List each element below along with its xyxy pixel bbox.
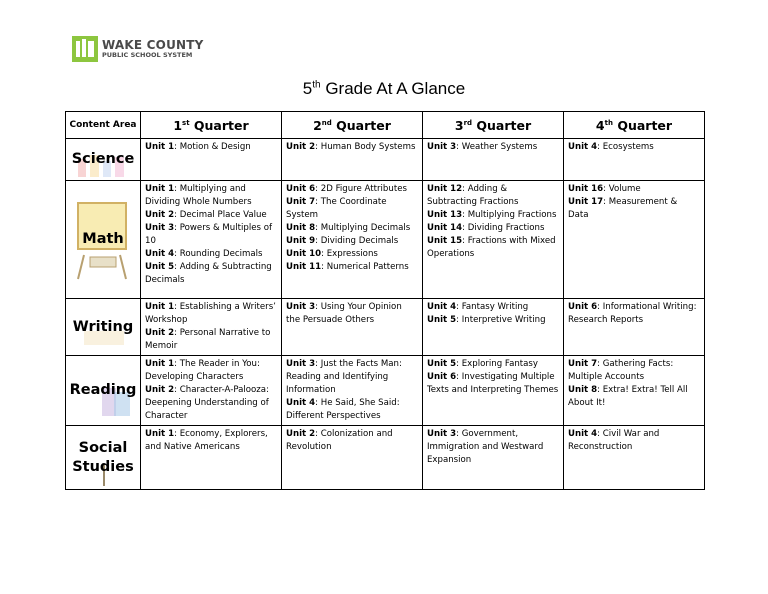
logo-line1: WAKE COUNTY xyxy=(102,38,204,53)
quarter-3-cell xyxy=(423,299,564,356)
unit-entry xyxy=(145,301,277,327)
unit-title: : Extra! Extra! Tell All About It! xyxy=(568,385,688,408)
quarter-1-cell xyxy=(141,299,282,356)
unit-entry xyxy=(286,183,418,196)
unit-number: Unit 3 xyxy=(286,359,316,369)
quarter-3-cell xyxy=(423,139,564,181)
logo-line2: PUBLIC SCHOOL SYSTEM xyxy=(102,51,193,60)
unit-title: : Decimal Place Value xyxy=(174,210,267,220)
unit-number: Unit 2 xyxy=(145,328,175,338)
unit-number: Unit 2 xyxy=(145,385,175,395)
table-row xyxy=(66,139,705,181)
unit-title: : Multiplying Decimals xyxy=(315,223,411,233)
unit-title: : Human Body Systems xyxy=(315,142,416,152)
quarter-4-cell xyxy=(564,299,705,356)
unit-title: : Civil War and Reconstruction xyxy=(568,429,660,452)
unit-number: Unit 17 xyxy=(568,197,604,207)
unit-entry xyxy=(427,141,559,154)
quarter-1-cell xyxy=(141,426,282,490)
unit-entry xyxy=(568,358,700,384)
unit-title: : 2D Figure Attributes xyxy=(315,184,407,194)
unit-number: Unit 8 xyxy=(286,223,316,233)
unit-title: : Just the Facts Man: Reading and Identifying Information xyxy=(286,359,402,395)
unit-number: Unit 4 xyxy=(145,249,175,259)
unit-number: Unit 1 xyxy=(145,142,175,152)
content-area-cell xyxy=(66,299,141,356)
unit-title: : Using Your Opinion the Persuade Others xyxy=(286,302,402,325)
content-area-label: Reading xyxy=(69,382,137,398)
content-area-cell xyxy=(66,181,141,299)
unit-title: : Dividing Fractions xyxy=(462,223,545,233)
unit-title: : Investigating Multiple Texts and Interpreting Themes xyxy=(427,372,559,395)
quarter-4-cell xyxy=(564,139,705,181)
quarter-2-cell xyxy=(282,426,423,490)
unit-entry xyxy=(427,183,559,209)
unit-entry xyxy=(286,235,418,248)
header-quarter-4: 4th Quarter xyxy=(564,112,705,139)
unit-entry xyxy=(286,358,418,397)
unit-title: : Interpretive Writing xyxy=(456,315,546,325)
unit-entry xyxy=(568,428,700,454)
unit-number: Unit 3 xyxy=(145,223,175,233)
unit-number: Unit 2 xyxy=(145,210,175,220)
unit-entry xyxy=(286,196,418,222)
quarter-1-cell xyxy=(141,181,282,299)
unit-entry xyxy=(427,358,559,371)
unit-entry xyxy=(427,428,559,467)
unit-title: : Multiplying Fractions xyxy=(462,210,557,220)
unit-title: : Rounding Decimals xyxy=(174,249,263,259)
unit-entry xyxy=(286,397,418,423)
unit-title: : Establishing a Writers’ Workshop xyxy=(145,302,276,325)
header-quarter-3: 3rd Quarter xyxy=(423,112,564,139)
unit-entry xyxy=(145,141,277,154)
quarter-3-cell xyxy=(423,426,564,490)
quarter-2-cell xyxy=(282,139,423,181)
unit-entry xyxy=(145,261,277,287)
quarter-4-cell xyxy=(564,426,705,490)
unit-number: Unit 16 xyxy=(568,184,604,194)
content-area-cell xyxy=(66,426,141,490)
unit-title: : Ecosystems xyxy=(597,142,654,152)
unit-entry xyxy=(145,183,277,209)
content-area-label: Science xyxy=(71,151,135,167)
unit-title: : Volume xyxy=(603,184,641,194)
unit-entry xyxy=(568,301,700,327)
unit-entry xyxy=(145,428,277,454)
unit-entry xyxy=(286,141,418,154)
table-row xyxy=(66,299,705,356)
quarter-3-cell xyxy=(423,181,564,299)
unit-number: Unit 4 xyxy=(568,429,598,439)
unit-number: Unit 6 xyxy=(286,184,316,194)
unit-number: Unit 11 xyxy=(286,262,322,272)
unit-number: Unit 6 xyxy=(568,302,598,312)
quarter-3-cell xyxy=(423,356,564,426)
unit-title: : Personal Narrative to Memoir xyxy=(145,328,271,351)
unit-entry xyxy=(286,222,418,235)
header-quarter-2: 2nd Quarter xyxy=(282,112,423,139)
header-content-area: Content Area xyxy=(66,112,141,139)
unit-entry xyxy=(427,301,559,314)
quarter-2-cell xyxy=(282,356,423,426)
unit-entry xyxy=(145,209,277,222)
quarter-2-cell xyxy=(282,299,423,356)
unit-number: Unit 3 xyxy=(286,302,316,312)
content-area-label: Writing xyxy=(72,318,134,335)
quarter-4-cell xyxy=(564,181,705,299)
unit-title: : Informational Writing: Research Reports xyxy=(568,302,697,325)
unit-title: : Motion & Design xyxy=(174,142,251,152)
content-area-cell xyxy=(66,139,141,181)
unit-entry xyxy=(145,358,277,384)
unit-title: : Colonization and Revolution xyxy=(286,429,393,452)
curriculum-table xyxy=(65,111,705,490)
unit-entry xyxy=(427,235,559,261)
unit-title: : Dividing Decimals xyxy=(315,236,399,246)
unit-number: Unit 1 xyxy=(145,184,175,194)
unit-number: Unit 8 xyxy=(568,385,598,395)
unit-number: Unit 3 xyxy=(427,429,457,439)
quarter-4-cell xyxy=(564,356,705,426)
wcpss-logo-icon xyxy=(72,36,98,62)
unit-entry xyxy=(145,384,277,423)
unit-entry xyxy=(427,222,559,235)
unit-title: : The Reader in You: Developing Characters xyxy=(145,359,260,382)
unit-entry xyxy=(145,248,277,261)
unit-number: Unit 10 xyxy=(286,249,322,259)
unit-number: Unit 5 xyxy=(145,262,175,272)
unit-title: : He Said, She Said: Different Perspectives xyxy=(286,398,400,421)
unit-title: : Fractions with Mixed Operations xyxy=(427,236,556,259)
page-title: 5th Grade At A Glance xyxy=(302,79,466,98)
unit-number: Unit 4 xyxy=(286,398,316,408)
unit-number: Unit 13 xyxy=(427,210,463,220)
table-row xyxy=(66,181,705,299)
unit-entry xyxy=(568,183,700,196)
unit-title: : Exploring Fantasy xyxy=(456,359,538,369)
unit-number: Unit 7 xyxy=(286,197,316,207)
unit-number: Unit 5 xyxy=(427,359,457,369)
unit-title: : Economy, Explorers, and Native Americans xyxy=(145,429,268,452)
unit-title: : The Coordinate System xyxy=(286,197,387,220)
quarter-1-cell xyxy=(141,356,282,426)
unit-title: : Numerical Patterns xyxy=(321,262,409,272)
unit-entry xyxy=(568,196,700,222)
table-row xyxy=(66,426,705,490)
unit-title: : Multiplying and Dividing Whole Numbers xyxy=(145,184,252,207)
unit-title: : Character-A-Palooza: Deepening Understanding of Character xyxy=(145,385,269,421)
unit-number: Unit 4 xyxy=(427,302,457,312)
content-area-cell xyxy=(66,356,141,426)
unit-number: Unit 2 xyxy=(286,142,316,152)
unit-entry xyxy=(286,248,418,261)
unit-entry xyxy=(286,261,418,274)
header-row xyxy=(66,112,705,139)
unit-number: Unit 5 xyxy=(427,315,457,325)
unit-title: : Fantasy Writing xyxy=(456,302,529,312)
unit-title: : Measurement & Data xyxy=(568,197,678,220)
unit-number: Unit 1 xyxy=(145,302,175,312)
table-row xyxy=(66,356,705,426)
unit-number: Unit 1 xyxy=(145,429,175,439)
unit-title: : Expressions xyxy=(321,249,378,259)
content-area-label: Math xyxy=(82,231,124,247)
unit-number: Unit 1 xyxy=(145,359,175,369)
header-quarter-1: 1st Quarter xyxy=(141,112,282,139)
unit-entry xyxy=(427,209,559,222)
unit-title: : Powers & Multiples of 10 xyxy=(145,223,273,246)
unit-entry xyxy=(568,141,700,154)
unit-number: Unit 15 xyxy=(427,236,463,246)
unit-number: Unit 6 xyxy=(427,372,457,382)
unit-entry xyxy=(145,222,277,248)
unit-title: : Weather Systems xyxy=(456,142,538,152)
unit-entry xyxy=(286,428,418,454)
unit-entry xyxy=(568,384,700,410)
unit-title: : Gathering Facts: Multiple Accounts xyxy=(568,359,674,382)
content-area-label: Social Studies xyxy=(72,439,134,475)
unit-number: Unit 2 xyxy=(286,429,316,439)
unit-number: Unit 7 xyxy=(568,359,598,369)
unit-number: Unit 9 xyxy=(286,236,316,246)
unit-number: Unit 3 xyxy=(427,142,457,152)
unit-entry xyxy=(286,301,418,327)
district-logo xyxy=(72,36,204,62)
unit-title: : Adding & Subtracting Decimals xyxy=(145,262,272,285)
unit-number: Unit 4 xyxy=(568,142,598,152)
unit-title: : Adding & Subtracting Fractions xyxy=(427,184,519,207)
unit-number: Unit 14 xyxy=(427,223,463,233)
unit-entry xyxy=(145,327,277,353)
quarter-2-cell xyxy=(282,181,423,299)
unit-number: Unit 12 xyxy=(427,184,463,194)
unit-entry xyxy=(427,371,559,397)
unit-title: : Government, Immigration and Westward Expansion xyxy=(427,429,544,465)
unit-entry xyxy=(427,314,559,327)
quarter-1-cell xyxy=(141,139,282,181)
